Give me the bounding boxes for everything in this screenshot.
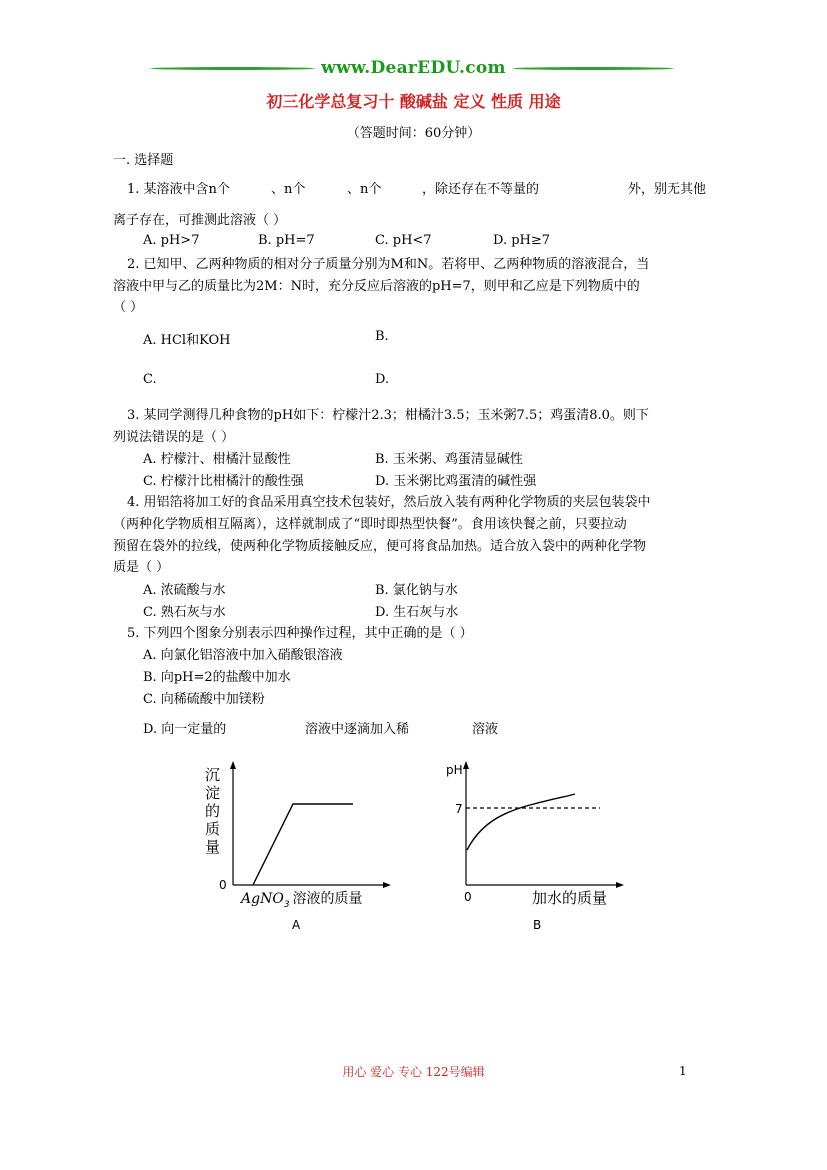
- q5-option-a: A. 向氯化铝溶液中加入硝酸银溶液: [143, 648, 343, 663]
- q1-line1-b: 、n个: [271, 182, 306, 197]
- q4-option-b: B. 氯化钠与水: [375, 583, 458, 598]
- site-logo-text: www.DearEDU.com: [321, 58, 506, 78]
- q3-line2: 列说法错误的是（ ）: [113, 430, 235, 445]
- graph-a-origin: 0: [219, 878, 227, 892]
- q3-option-d: D. 玉米粥比鸡蛋清的碱性强: [375, 474, 537, 489]
- q5-line1: 5. 下列四个图象分别表示四种操作过程，其中正确的是（ ）: [127, 626, 473, 641]
- graph-b-tick-7: 7: [455, 802, 463, 816]
- page-subtitle: （答题时间：60分钟）: [346, 126, 481, 141]
- graph-a-ylabel-2: 淀: [205, 784, 221, 802]
- q1-line1-e: 外，别无其他: [628, 182, 707, 197]
- graph-a-xlabel: [239, 890, 363, 910]
- graph-a-ylabel-1: 沉: [205, 766, 221, 784]
- q2-line1: 2. 已知甲、乙两种物质的相对分子质量分别为M和N。若将甲、乙两种物质的溶液混合，当: [127, 257, 650, 272]
- graph-b-ylabel: pH: [446, 763, 463, 777]
- q3-option-b: B. 玉米粥、鸡蛋清显碱性: [375, 452, 523, 467]
- q2-line3: （ ）: [113, 300, 144, 315]
- q5-option-d-part1: D. 向一定量的: [143, 722, 227, 737]
- q4-line4: 质是（ ）: [113, 560, 170, 575]
- q1-line1-d: ，除还存在不等量的: [422, 182, 540, 197]
- graph-a-xlabel-formula: AgNO: [241, 891, 284, 907]
- q5-option-b: B. 向pH=2的盐酸中加水: [143, 670, 291, 685]
- page-title: 初三化学总复习十 酸碱盐 定义 性质 用途: [266, 92, 561, 111]
- q3-option-a: A. 柠檬汁、柑橘汁显酸性: [143, 452, 291, 467]
- q5-option-c: C. 向稀硫酸中加镁粉: [143, 692, 265, 707]
- q2-option-c: C.: [143, 372, 157, 387]
- q4-line3: 预留在袋外的拉线，使两种化学物质接触反应，便可将食品加热。适合放入袋中的两种化学物: [113, 539, 647, 554]
- graph-a-ylabel-4: 质: [205, 820, 221, 838]
- graph-a-y-arrow: [230, 761, 236, 769]
- q4-option-a: A. 浓硫酸与水: [143, 583, 226, 598]
- graph-b-caption: B: [533, 918, 542, 932]
- graph-b-origin: 0: [464, 890, 472, 904]
- q3-line1: 3. 某同学测得几种食物的pH如下：柠檬汁2.3；柑橘汁3.5；玉米粥7.5；鸡蛋清8.0。则下: [127, 408, 649, 423]
- q1-option-a: A. pH>7: [143, 233, 200, 248]
- page-number: 1: [679, 1064, 687, 1078]
- graph-a-ylabel-3: 的: [205, 802, 221, 820]
- section-heading: 一. 选择题: [113, 153, 174, 168]
- graph-a-caption: A: [292, 918, 301, 932]
- q2-line2: 溶液中甲与乙的质量比为2M：N时，充分反应后溶液的pH=7，则甲和乙应是下列物质中的: [113, 279, 640, 294]
- q4-option-d: D. 生石灰与水: [375, 605, 459, 620]
- graph-a-x-arrow: [383, 882, 391, 888]
- graph-b-y-arrow: [463, 761, 469, 769]
- q2-option-b: B.: [375, 329, 389, 344]
- graph-a-ylabel-5: 量: [205, 838, 221, 856]
- q1-line1-c: 、n个: [347, 182, 382, 197]
- q4-line1: 4. 用铝箔将加工好的食品采用真空技术包装好，然后放入装有两种化学物质的夹层包装袋中: [127, 495, 651, 510]
- graph-a-curve: [253, 804, 353, 885]
- q5-option-d-part2: 溶液中逐滴加入稀: [305, 722, 410, 737]
- q2-option-d: D.: [375, 372, 390, 387]
- graph-a: [195, 755, 395, 935]
- graph-a-xlabel-text: 溶液的质量: [292, 891, 363, 907]
- q2-option-a: A. HCl和KOH: [143, 333, 231, 348]
- q1-line1-a: 1. 某溶液中含n个: [127, 182, 230, 197]
- q1-option-c: C. pH<7: [375, 233, 432, 248]
- q1-option-d: D. pH≥7: [493, 233, 551, 248]
- q4-option-c: C. 熟石灰与水: [143, 605, 226, 620]
- q5-option-d-part3: 溶液: [472, 722, 499, 737]
- q4-line2: （两种化学物质相互隔离），这样就制成了“即时即热型快餐”。食用该快餐之前，只要拉动: [113, 517, 627, 532]
- graph-b-x-arrow: [616, 882, 624, 888]
- graph-b-xlabel: 加水的质量: [532, 889, 608, 907]
- q1-line2: 离子存在，可推测此溶液（ ）: [113, 213, 287, 228]
- graph-a-xlabel-sub: 3: [283, 900, 290, 910]
- q3-option-c: C. 柠檬汁比柑橘汁的酸性强: [143, 474, 304, 489]
- page-footer: 用心 爱心 专心 122号编辑: [342, 1065, 485, 1079]
- q1-option-b: B. pH=7: [258, 233, 315, 248]
- graph-b: [440, 755, 630, 935]
- graph-b-curve: [467, 794, 575, 850]
